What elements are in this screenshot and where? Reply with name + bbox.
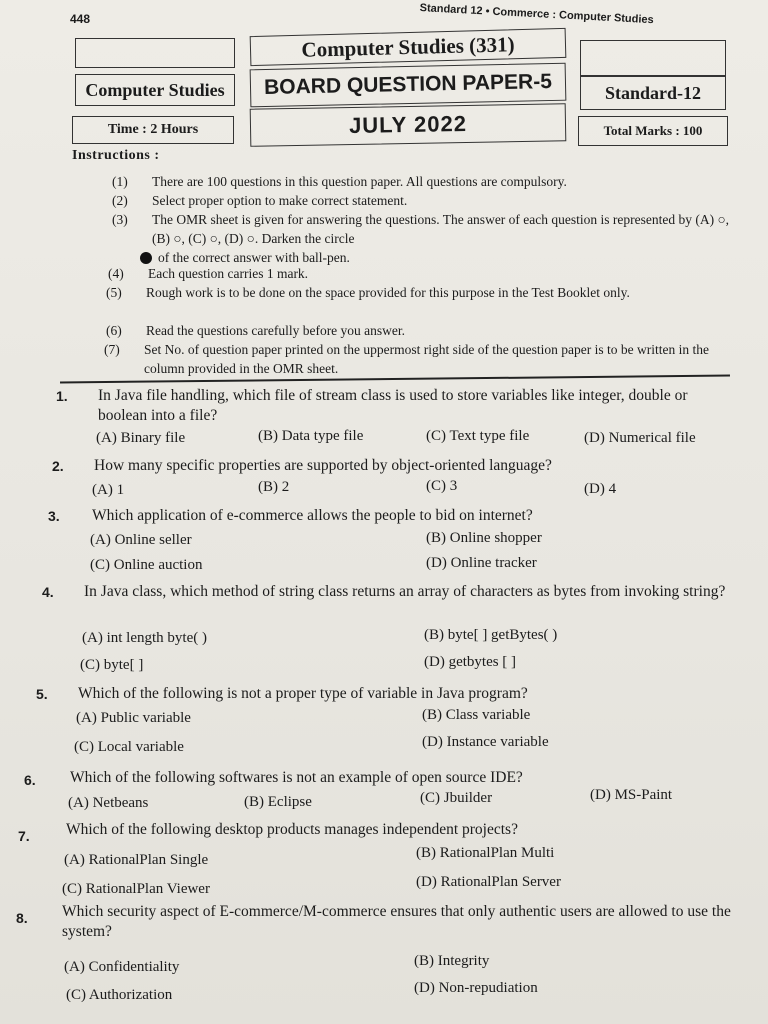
paper-name-box: BOARD QUESTION PAPER-5 [250, 63, 567, 108]
option: (C) Local variable [74, 739, 184, 755]
running-head: Standard 12 • Commerce : Computer Studies [419, 2, 654, 27]
option: (D) Online tracker [426, 555, 537, 571]
option: (B) byte[ ] getBytes( ) [424, 627, 558, 643]
option: (C) Online auction [90, 557, 203, 573]
total-marks-box: Total Marks : 100 [578, 116, 728, 146]
option: (C) 3 [426, 478, 458, 494]
option: (D) 4 [584, 481, 617, 497]
option: (A) Confidentiality [64, 959, 180, 975]
option: (B) Data type file [258, 428, 364, 444]
time-box: Time : 2 Hours [72, 116, 234, 144]
option: (D) MS-Paint [590, 787, 673, 803]
option: (A) Netbeans [68, 795, 149, 811]
option: (D) Instance variable [422, 734, 549, 750]
option: (D) Non-repudiation [414, 980, 538, 996]
option: (C) Text type file [426, 428, 530, 444]
option: (C) byte[ ] [80, 657, 144, 673]
header-box-empty-right [580, 40, 726, 76]
option: (B) Class variable [422, 707, 531, 723]
option: (B) Integrity [414, 953, 490, 969]
option: (A) Online seller [90, 532, 192, 548]
date-box: JULY 2022 [250, 103, 567, 147]
header-box-empty-left [75, 38, 235, 68]
subject-box: Computer Studies [75, 74, 235, 106]
option: (B) Online shopper [426, 530, 542, 546]
question-paper-page: 448 Standard 12 • Commerce : Computer Studies Computer Studies (331) Computer Studies BOARD QUESTION PAPER-5 Standard-12 Time : 2 Hours JULY 2022 Total Marks : 100 Instructions : (1) There are 100 questions in this question paper. All questions are compulsory. (2) Select proper option to make correct statement. (3) The OMR sheet is given for answering the questions. The answer of each question is represented by (A) ○, (B) ○, (C) ○, (D) ○. Darken the circle of the correct answer with ball-pen. (4) Each question carries 1 mark. (5) Rough work is to be done on the space provided for this purpose in the Test Booklet only. (6) Read the questions carefully before you answer. (7) Set No. of question paper printed on the uppermost right side of the question paper is to be written in the column provided in the OMR sheet. 1. In Java file handling, which file of stream class is used to store variables like integer, double or boolean into a file? (A) Binary file (B) Data type file (C) Text type file (D) Numerical file 2. How many specific properties are supported by object-oriented language? (A) 1 (B) 2 (C) 3 (D) 4 3. Which application of e-commerce allows the people to bid on internet? (A) Online seller (B) Online shopper (C) Online auction (D) Online tracker 4. In Java class, which method of string class returns an array of characters as bytes from invoking string? (A) int length byte( ) (B) byte[ ] getBytes( ) (C) byte[ ] (D) getbytes [ ] 5. Which of the following is not a proper type of variable in Java program? (A) Public variable (B) Class variable (C) Local variable (D) Instance variable 6. Which of the following softwares is not an example of open source IDE? (A) Netbeans (B) Eclipse (C) Jbuilder (D) MS-Paint 7. Which of the following desktop products manages independent projects? (A) RationalPlan Single (B) RationalPlan Multi (C) RationalPlan Viewer (D) RationalPlan Server 8. Which security aspect of E-commerce/M-commerce ensures that only authentic users are allowed to use the system? (A) Confidentiality (B) Integrity (C) Authorization (D) Non-repudiation [0, 0, 768, 1024]
option: (C) RationalPlan Viewer [62, 881, 210, 897]
page-number: 448 [70, 12, 91, 26]
option: (A) Binary file [96, 430, 186, 446]
paper-title: Computer Studies (331) [250, 28, 567, 66]
option: (C) Jbuilder [420, 790, 493, 806]
option: (A) Public variable [76, 710, 191, 726]
option: (B) RationalPlan Multi [416, 845, 555, 861]
option: (C) Authorization [66, 987, 173, 1003]
filled-circle-icon [140, 252, 152, 264]
option: (A) RationalPlan Single [64, 852, 209, 868]
option: (D) RationalPlan Server [416, 874, 561, 890]
option: (D) getbytes [ ] [424, 654, 517, 670]
instructions-heading: Instructions : [72, 148, 160, 163]
option: (A) int length byte( ) [82, 630, 207, 646]
option: (B) 2 [258, 479, 290, 495]
option: (B) Eclipse [244, 794, 312, 810]
option: (D) Numerical file [584, 430, 696, 446]
standard-box: Standard-12 [580, 76, 726, 110]
option: (A) 1 [92, 482, 125, 498]
